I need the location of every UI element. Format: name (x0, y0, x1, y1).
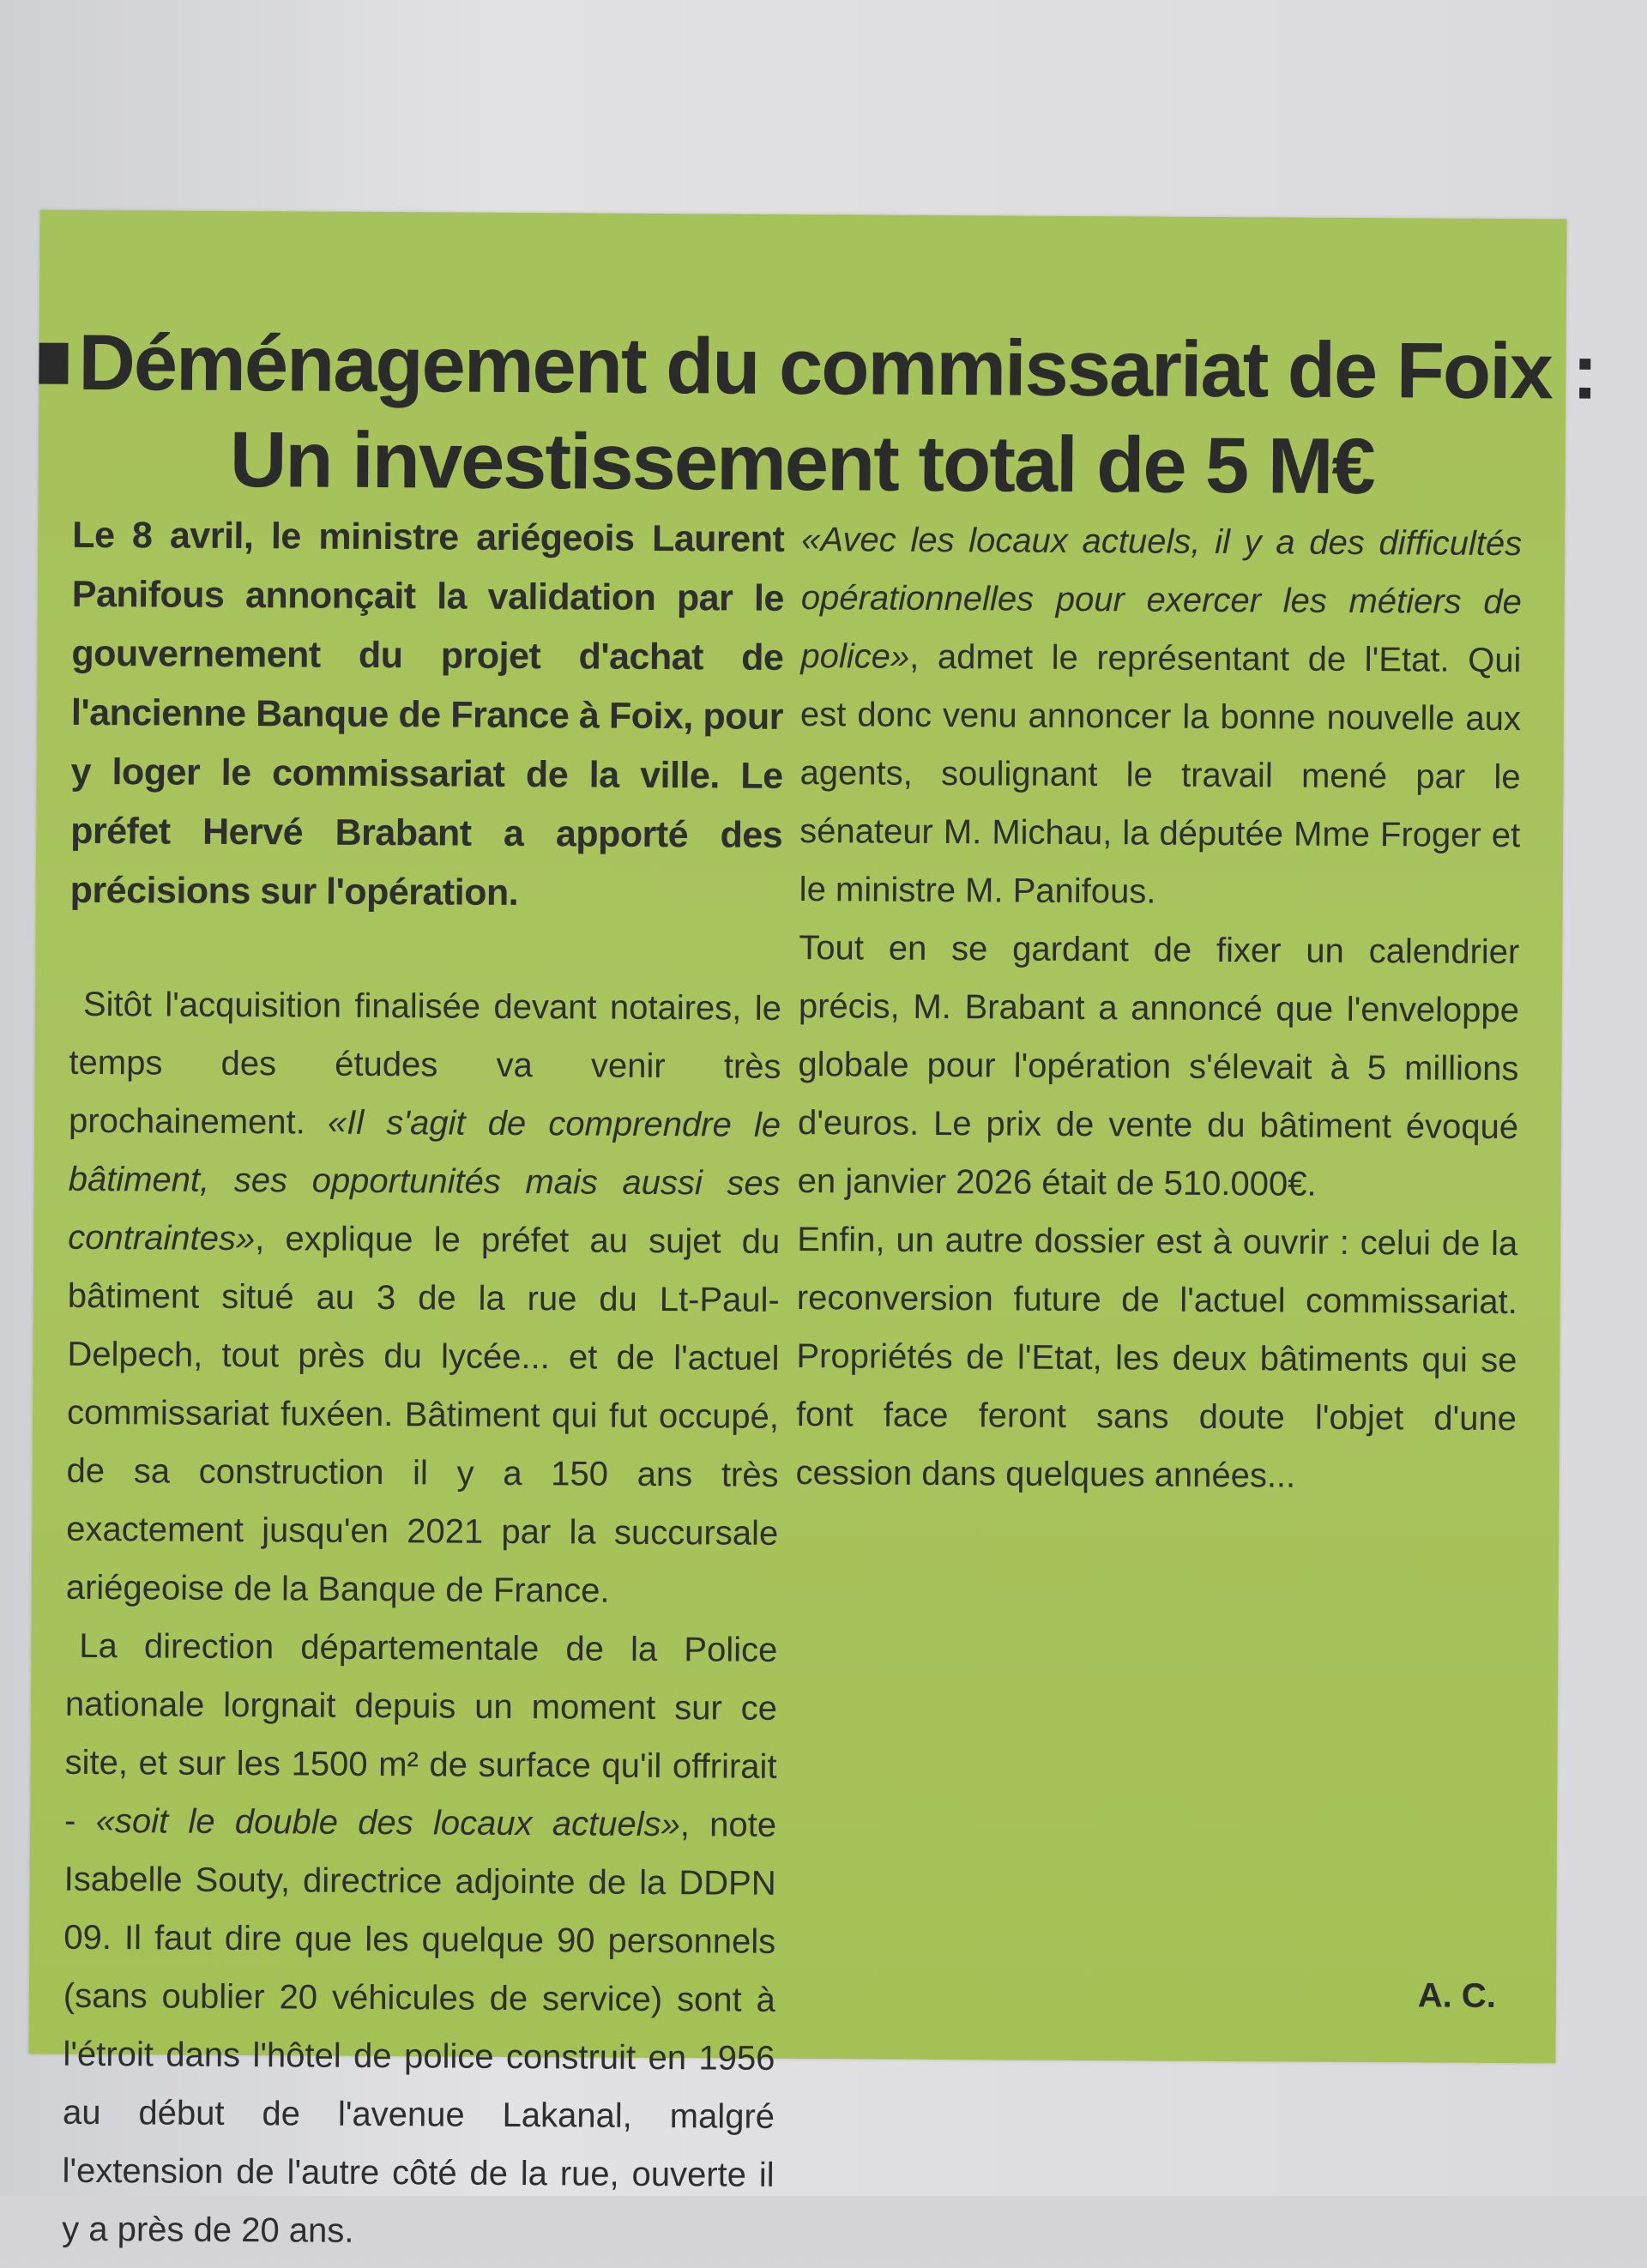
article-lead: Le 8 avril, le ministre ariégeois Laurent Panifous annonçait la validation par le gouvernement du projet d'achat de l'ancienne Banque de France à Foix, pour y loger le commissariat de la ville. Le préfet Hervé Brabant a apporté des précisions sur l'opération. (69, 514, 785, 914)
author-signature: A. C. (1417, 1976, 1497, 2015)
paragraph-2-text-c: , admet le représentant de l'Etat. Qui est donc venu annoncer la bonne nouvelle aux agents, soulignant le travail mené par le sénateur M. Michau, la députée Mme Froger et le ministre M. Panifous. (799, 637, 1522, 911)
article-paragraph-2 (62, 1617, 778, 2263)
article-column-right (795, 510, 1522, 1506)
paragraph-2-quote: «soit le double des locaux actuels» (95, 1802, 680, 1844)
paragraph-2-quote-2: «Avec les locaux actuels, il y a des difficultés opérationnelles pour exercer les métiers de police» (800, 521, 1523, 676)
headline-text-1: Déménagement du commissariat de Foix : (78, 318, 1597, 416)
article-box (28, 210, 1597, 2250)
paragraph-2-text-b: , note Isabelle Souty, directrice adjointe de la DDPN 09. Il faut dire que les quelque 90 personnels (sans oublier 20 véhicules de service) sont à l'étroit dans l'hôtel de police construit en 1956 au début de l'avenue Lakanal, malgré l'extension de l'autre côté de la rue, ouverte il y a près de 20 ans. (62, 1806, 777, 2250)
paragraph-1-text-a: Sitôt l'acquisition finalisée devant notaires, le temps des études va venir très prochainement. (68, 985, 782, 1142)
article-column-left (62, 506, 784, 2263)
article-headline (38, 314, 1597, 516)
article-paragraph-2-continued (799, 510, 1523, 923)
headline-line-2: Un investissement total de 5 M€ (229, 415, 1374, 510)
paragraph-2-text-a: La direction départementale de la Police nationale lorgnait depuis un moment sur ce site, et sur les 1500 m² de surface qu'il offrirait - (63, 1626, 778, 1841)
headline-line-1 (39, 314, 1597, 419)
article-paragraph-1 (66, 975, 782, 1621)
article-paragraph-3: Tout en se gardant de fixer un calendrier précis, M. Brabant a annoncé que l'enveloppe globale pour l'opération s'élevait à 5 millions d'euros. Le prix de vente du bâtiment évoqué en janvier 2026 était de 510.000€. (797, 929, 1520, 1203)
article-paragraph-4: Enfin, un autre dossier est à ouvrir : celui de la reconversion future de l'actuel commissariat. Propriétés de l'Etat, les deux bâtiments qui se font face feront sans doute l'objet d'une cession dans quelques années... (795, 1220, 1518, 1495)
paragraph-1-text-b: , explique le préfet au sujet du bâtiment situé au 3 de la rue du Lt-Paul-Delpech, tout près du lycée... et de l'actuel commissariat fuxéen. Bâtiment qui fut occupé, de sa construction il y a 150 ans très exactement jusqu'en 2021 par la succursale ariégeoise de la Banque de France. (65, 1220, 781, 1610)
paragraph-1-quote: «Il s'agit de comprendre le bâtiment, ses opportunités mais aussi ses contraintes» (68, 1103, 781, 1258)
square-bullet-icon (39, 342, 68, 383)
